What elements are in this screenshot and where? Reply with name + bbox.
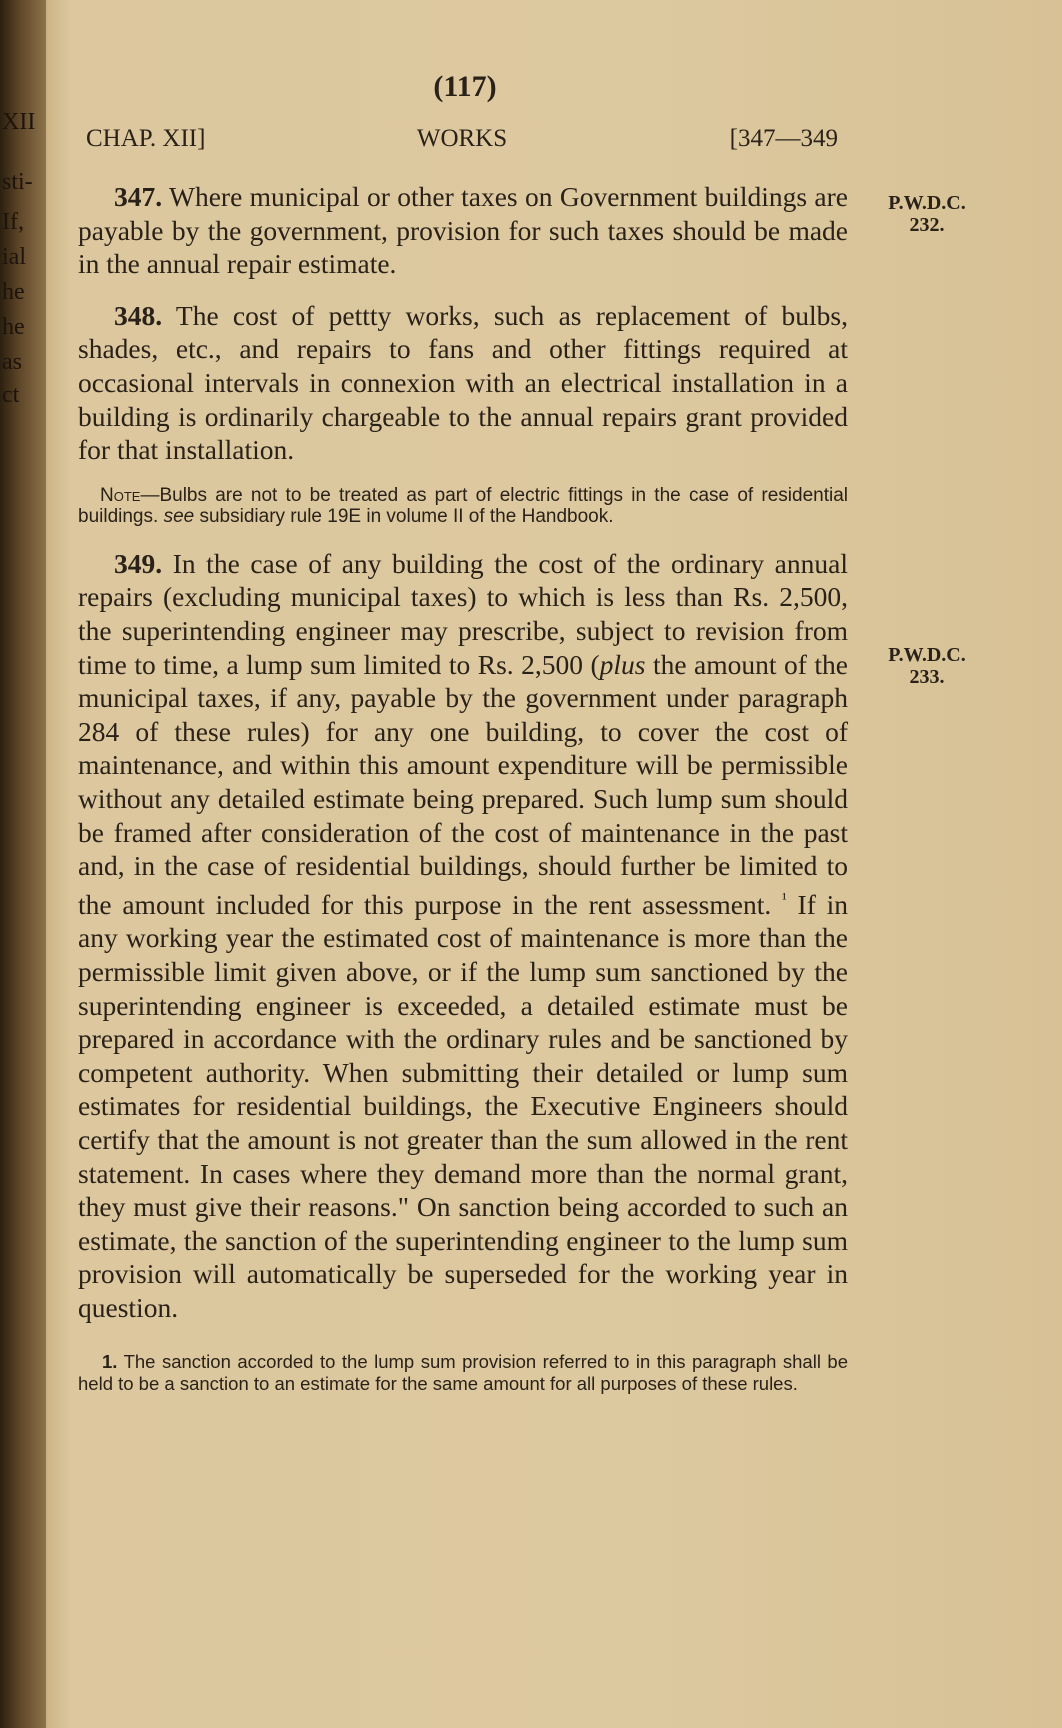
- margin-ref-number: 233.: [909, 666, 945, 688]
- note-label: Note: [100, 484, 141, 506]
- spine-fragment: he: [2, 314, 25, 340]
- page-body: [78, 180, 848, 1395]
- margin-ref-code: P.W.D.C.: [888, 644, 966, 666]
- footnote-text: The sanction accorded to the lump sum provision referred to in this paragraph shall be held to be a sanction to an estimate for the same amount for all purposes of these rules.: [78, 1350, 848, 1394]
- paragraph-text-mid: the amount of the municipal taxes, if any, payable by the government under paragraph 284 of these rules) for any one building, to cover the cost of maintenance, and within this amount expenditure will be permissible without any detailed estimate being prepared. Such lump sum should be framed after consideration of the cost of maintenance in the past and, in the case of residential buildings, should further be limited to the amount included for this purpose in the rent assessment.: [78, 648, 848, 920]
- note: [78, 485, 848, 527]
- spine-fragment: ial: [2, 244, 26, 270]
- spine-fragment: sti-: [2, 169, 33, 195]
- page-number: (117): [433, 70, 497, 103]
- spine-fragment: as: [2, 349, 22, 375]
- note-text: —Bulbs are not to be treated as part of electric fittings in the case of residential buildings.: [78, 484, 848, 527]
- footnote: [78, 1351, 848, 1395]
- paragraph-number: 348.: [114, 299, 163, 331]
- margin-ref-code: P.W.D.C.: [888, 192, 966, 214]
- margin-reference-349: [872, 644, 982, 688]
- margin-reference-347: [872, 192, 982, 236]
- paragraph-text-end: If in any working year the estimated cost of maintenance is more than the permissible limit given above, or if the lump sum sanctioned by the superintending engineer is exceeded, a detailed estimate must be prepared in accordance with the ordinary rules and be sanctioned by competent authority. When submitting their detailed or lump sum estimates for residential buildings, the Executive Engineers should certify that the amount is not greater than the sum allowed in the rent statement. In cases where they demand more than the normal grant, they must give their reasons." On sanction being accorded to such an estimate, the sanction of the superintending engineer to the lump sum provision will automatically be superseded for the working year in question.: [78, 888, 848, 1323]
- spine-fragment: If,: [2, 209, 24, 235]
- spine-fragment: XII: [2, 109, 36, 135]
- footnote-number: 1.: [102, 1350, 118, 1372]
- spine-fragment: he: [2, 279, 25, 305]
- margin-ref-number: 232.: [909, 214, 945, 236]
- paragraph-text: In the case of any building the cost of the ordinary annual repairs (excluding municipal taxes) to which is less than Rs. 2,500, the superintending engineer may prescribe, subject to revision from time to time, a lump sum limited to Rs. 2,500 (: [78, 547, 848, 680]
- paragraph-348: [78, 299, 848, 467]
- note-text-end: subsidiary rule 19E in volume II of the Handbook.: [194, 505, 614, 527]
- footnote-marker: ¹: [781, 890, 787, 908]
- paragraph-349: [78, 547, 848, 1325]
- paragraph-347: [78, 180, 848, 281]
- paragraph-number: 347.: [114, 181, 163, 212]
- paragraph-number: 349.: [114, 547, 163, 579]
- spine-fragment: ct: [2, 382, 20, 408]
- chapter-label: CHAP. XII]: [86, 125, 206, 152]
- paragraph-text: The cost of pettty works, such as replacement of bulbs, shades, etc., and repairs to fans and other fittings required at occasional intervals in connexion with an electrical installation in a building is ordinarily chargeable to the annual repairs grant provided for that installation.: [78, 299, 848, 466]
- paragraph-range: [347—349: [729, 125, 838, 152]
- paragraph-italic: plus: [599, 648, 646, 680]
- paragraph-text: Where municipal or other taxes on Government buildings are payable by the government, provision for such taxes should be made in the annual repair estimate.: [78, 181, 848, 280]
- running-header: [86, 125, 838, 159]
- section-title: WORKS: [416, 125, 508, 152]
- note-italic: see: [163, 505, 195, 527]
